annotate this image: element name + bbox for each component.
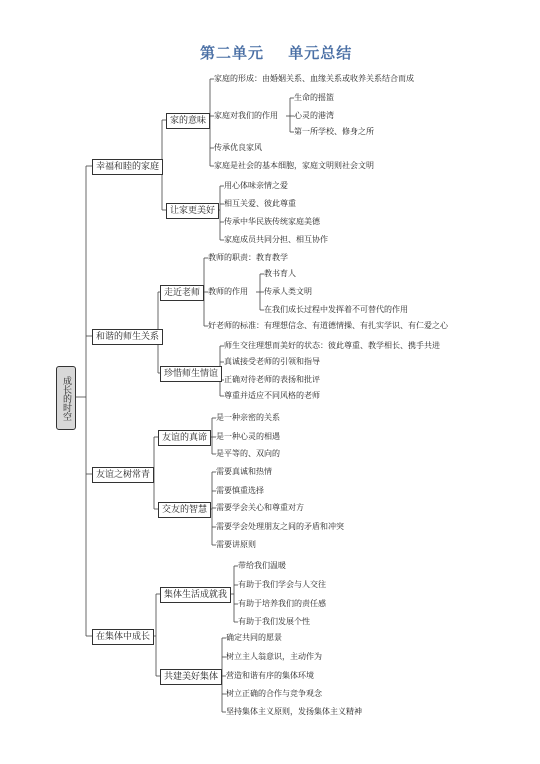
leaf-item: 家庭是社会的基本细胞，家庭文明则社会文明 <box>214 161 374 170</box>
leaf-item: 树立正确的合作与竞争观念 <box>226 689 322 698</box>
leaf-item: 是一种亲密的关系 <box>216 413 280 422</box>
root-node: 成长的时空 <box>56 366 76 430</box>
leaf-item: 需要学会处理朋友之间的矛盾和冲突 <box>216 522 344 531</box>
leaf-item: 家庭对我们的作用 <box>214 111 278 120</box>
leaf-subitem: 第一所学校、修身之所 <box>294 127 374 136</box>
leaf-item: 相互关爱、彼此尊重 <box>224 199 296 208</box>
summary-title: 单元总结 <box>288 44 353 62</box>
leaf-item: 需要真诚和热情 <box>216 467 272 476</box>
group-build-collective: 共建美好集体 <box>160 669 222 685</box>
leaf-item: 家庭的形成：由婚姻关系、血缘关系或收养关系结合而成 <box>214 74 414 83</box>
leaf-subitem: 传承人类文明 <box>264 287 312 296</box>
section-friendship: 友谊之树常青 <box>92 467 154 483</box>
leaf-item: 有助于培养我们的责任感 <box>238 599 326 608</box>
leaf-item: 好老师的标准：有理想信念、有道德情操、有扎实学识、有仁爱之心 <box>208 321 448 330</box>
leaf-item: 正确对待老师的表扬和批评 <box>224 375 320 384</box>
leaf-subitem: 教书育人 <box>264 269 296 278</box>
leaf-subitem: 心灵的港湾 <box>294 111 334 120</box>
leaf-item: 有助于我们发展个性 <box>238 617 310 626</box>
leaf-item: 传承优良家风 <box>214 143 262 152</box>
group-friend-wisdom: 交友的智慧 <box>158 502 211 518</box>
leaf-item: 需要慎重选择 <box>216 486 264 495</box>
leaf-item: 确定共同的愿景 <box>226 633 282 642</box>
group-better-home: 让家更美好 <box>166 203 219 219</box>
section-collective: 在集体中成长 <box>92 629 154 645</box>
leaf-item: 尊重并适应不同风格的老师 <box>224 391 320 400</box>
leaf-item: 树立主人翁意识，主动作为 <box>226 652 322 661</box>
group-true-friendship: 友谊的真谛 <box>158 430 211 446</box>
leaf-item: 带给我们温暖 <box>238 561 286 570</box>
leaf-item: 坚持集体主义原则，发扬集体主义精神 <box>226 707 362 716</box>
leaf-item: 师生交往理想而美好的状态：彼此尊重、教学相长、携手共进 <box>224 341 440 350</box>
leaf-subitem: 生命的摇篮 <box>294 93 334 102</box>
leaf-item: 教师的职责：教育教学 <box>208 253 288 262</box>
group-approach-teacher: 走近老师 <box>160 285 204 301</box>
leaf-item: 传承中华民族传统家庭美德 <box>224 217 320 226</box>
leaf-item: 是一种心灵的相遇 <box>216 432 280 441</box>
group-cherish-bond: 珍惜师生情谊 <box>160 366 222 382</box>
leaf-subitem: 在我们成长过程中发挥着不可替代的作用 <box>264 305 408 314</box>
leaf-item: 用心体味亲情之爱 <box>224 181 288 190</box>
leaf-item: 有助于我们学会与人交往 <box>238 580 326 589</box>
leaf-item: 家庭成员共同分担、相互协作 <box>224 235 328 244</box>
group-collective-life: 集体生活成就我 <box>160 587 231 603</box>
unit-title: 第二单元 <box>200 44 265 62</box>
leaf-item: 真诚接受老师的引领和指导 <box>224 357 320 366</box>
leaf-item: 需要学会关心和尊重对方 <box>216 503 304 512</box>
leaf-item: 是平等的、双向的 <box>216 449 280 458</box>
leaf-item: 需要讲原则 <box>216 540 256 549</box>
leaf-item: 营造和谐有序的集体环境 <box>226 671 314 680</box>
section-family: 幸福和睦的家庭 <box>92 159 163 175</box>
leaf-item: 教师的作用 <box>208 287 248 296</box>
section-teacher: 和谐的师生关系 <box>92 329 163 345</box>
group-meaning-of-home: 家的意味 <box>166 113 210 129</box>
